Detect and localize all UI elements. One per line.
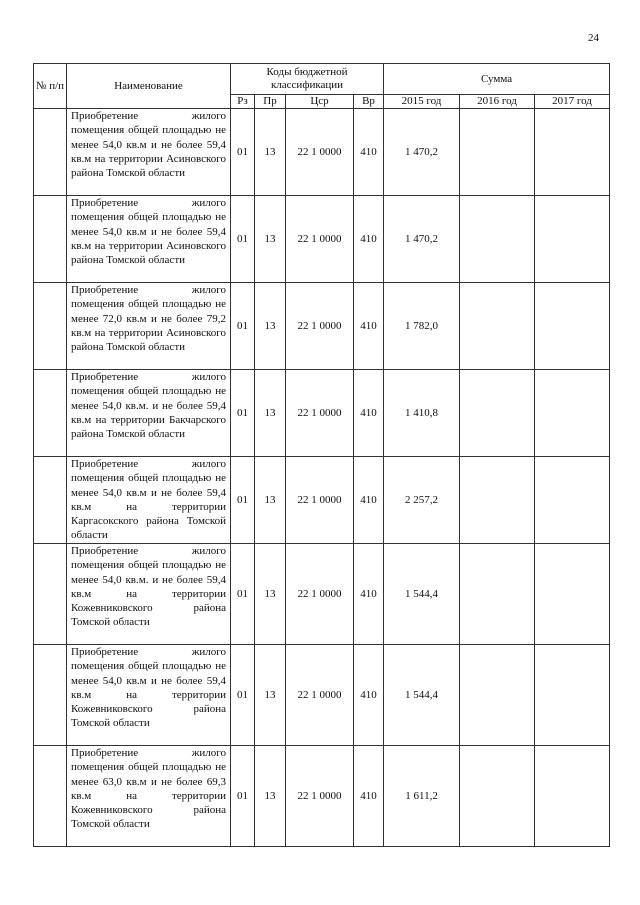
cell-num [34, 457, 67, 544]
cell-rz: 01 [231, 109, 255, 196]
header-codes: Коды бюджетной классификации [231, 64, 384, 95]
cell-2017 [535, 645, 610, 746]
cell-rz: 01 [231, 544, 255, 645]
header-pr: Пр [255, 95, 286, 109]
cell-num [34, 196, 67, 283]
header-sum: Сумма [384, 64, 610, 95]
cell-vr: 410 [354, 196, 384, 283]
cell-2015: 1 470,2 [384, 196, 460, 283]
cell-name [67, 645, 231, 746]
cell-rz: 01 [231, 196, 255, 283]
header-name: Наименование [67, 64, 231, 109]
table-row [34, 645, 610, 746]
table-row [34, 544, 610, 645]
cell-csr: 22 1 0000 [286, 370, 354, 457]
cell-num [34, 645, 67, 746]
cell-rz: 01 [231, 283, 255, 370]
cell-name-text: Приобретение жилого помещения общей площадью не менее 54,0 кв.м и не более 59,4 кв.м на территории Асиновского района Томской области [71, 197, 226, 267]
cell-2015: 1 470,2 [384, 109, 460, 196]
header-2015: 2015 год [384, 95, 460, 109]
cell-pr: 13 [255, 645, 286, 746]
cell-2016 [460, 109, 535, 196]
table-row [34, 109, 610, 196]
cell-pr: 13 [255, 457, 286, 544]
cell-2016 [460, 645, 535, 746]
cell-2016 [460, 544, 535, 645]
cell-pr: 13 [255, 746, 286, 847]
cell-vr: 410 [354, 457, 384, 544]
cell-pr: 13 [255, 283, 286, 370]
cell-csr: 22 1 0000 [286, 283, 354, 370]
cell-num [34, 544, 67, 645]
cell-2015: 1 544,4 [384, 645, 460, 746]
header-vr: Вр [354, 95, 384, 109]
cell-num [34, 283, 67, 370]
cell-rz: 01 [231, 370, 255, 457]
cell-name [67, 196, 231, 283]
cell-csr: 22 1 0000 [286, 109, 354, 196]
cell-rz: 01 [231, 746, 255, 847]
table-row [34, 457, 610, 544]
cell-vr: 410 [354, 370, 384, 457]
budget-table [33, 63, 610, 847]
cell-vr: 410 [354, 109, 384, 196]
cell-name-text: Приобретение жилого помещения общей площадью не менее 63,0 кв.м и не более 69,3 кв.м на территории Кожевниковского района Томской области [71, 747, 226, 831]
page-number: 24 [588, 32, 599, 44]
cell-num [34, 370, 67, 457]
cell-csr: 22 1 0000 [286, 645, 354, 746]
cell-name-text: Приобретение жилого помещения общей площадью не менее 54,0 кв.м. и не более 59,4 кв.м на территории Кожевниковского района Томской области [71, 545, 226, 629]
cell-2016 [460, 283, 535, 370]
cell-vr: 410 [354, 746, 384, 847]
cell-name [67, 457, 231, 544]
cell-name-text: Приобретение жилого помещения общей площадью не менее 54,0 кв.м. и не более 59,4 кв.м на территории Бакчарского района Томской области [71, 371, 226, 441]
cell-name [67, 109, 231, 196]
table-row [34, 196, 610, 283]
cell-2016 [460, 746, 535, 847]
cell-name [67, 544, 231, 645]
header-num: № п/п [34, 64, 67, 109]
table-row [34, 746, 610, 847]
header-rz: Рз [231, 95, 255, 109]
cell-2015: 1 782,0 [384, 283, 460, 370]
table-row [34, 370, 610, 457]
header-2017: 2017 год [535, 95, 610, 109]
cell-num [34, 746, 67, 847]
cell-name [67, 370, 231, 457]
cell-pr: 13 [255, 370, 286, 457]
cell-vr: 410 [354, 283, 384, 370]
cell-name [67, 746, 231, 847]
cell-2016 [460, 196, 535, 283]
cell-2015: 1 544,4 [384, 544, 460, 645]
cell-rz: 01 [231, 457, 255, 544]
cell-vr: 410 [354, 645, 384, 746]
cell-2015: 1 611,2 [384, 746, 460, 847]
cell-2017 [535, 370, 610, 457]
cell-2017 [535, 283, 610, 370]
cell-2016 [460, 457, 535, 544]
cell-csr: 22 1 0000 [286, 457, 354, 544]
cell-2017 [535, 544, 610, 645]
header-2016: 2016 год [460, 95, 535, 109]
cell-2017 [535, 109, 610, 196]
cell-2017 [535, 746, 610, 847]
cell-2015: 2 257,2 [384, 457, 460, 544]
header-csr: Цср [286, 95, 354, 109]
cell-2016 [460, 370, 535, 457]
cell-rz: 01 [231, 645, 255, 746]
cell-2015: 1 410,8 [384, 370, 460, 457]
table-row [34, 283, 610, 370]
cell-vr: 410 [354, 544, 384, 645]
cell-name-text: Приобретение жилого помещения общей площадью не менее 72,0 кв.м и не более 79,2 кв.м на территории Асиновского района Томской области [71, 284, 226, 354]
cell-name-text: Приобретение жилого помещения общей площадью не менее 54,0 кв.м и не более 59,4 кв.м на территории Асиновского района Томской области [71, 110, 226, 180]
cell-name-text: Приобретение жилого помещения общей площадью не менее 54,0 кв.м и не более 59,4 кв.м на территории Каргасокского района Томской области [71, 458, 226, 542]
cell-pr: 13 [255, 544, 286, 645]
cell-name-text: Приобретение жилого помещения общей площадью не менее 54,0 кв.м и не более 59,4 кв.м на территории Кожевниковского района Томской области [71, 646, 226, 730]
cell-csr: 22 1 0000 [286, 746, 354, 847]
cell-pr: 13 [255, 109, 286, 196]
cell-csr: 22 1 0000 [286, 544, 354, 645]
cell-name [67, 283, 231, 370]
cell-2017 [535, 457, 610, 544]
cell-csr: 22 1 0000 [286, 196, 354, 283]
cell-2017 [535, 196, 610, 283]
cell-num [34, 109, 67, 196]
cell-pr: 13 [255, 196, 286, 283]
